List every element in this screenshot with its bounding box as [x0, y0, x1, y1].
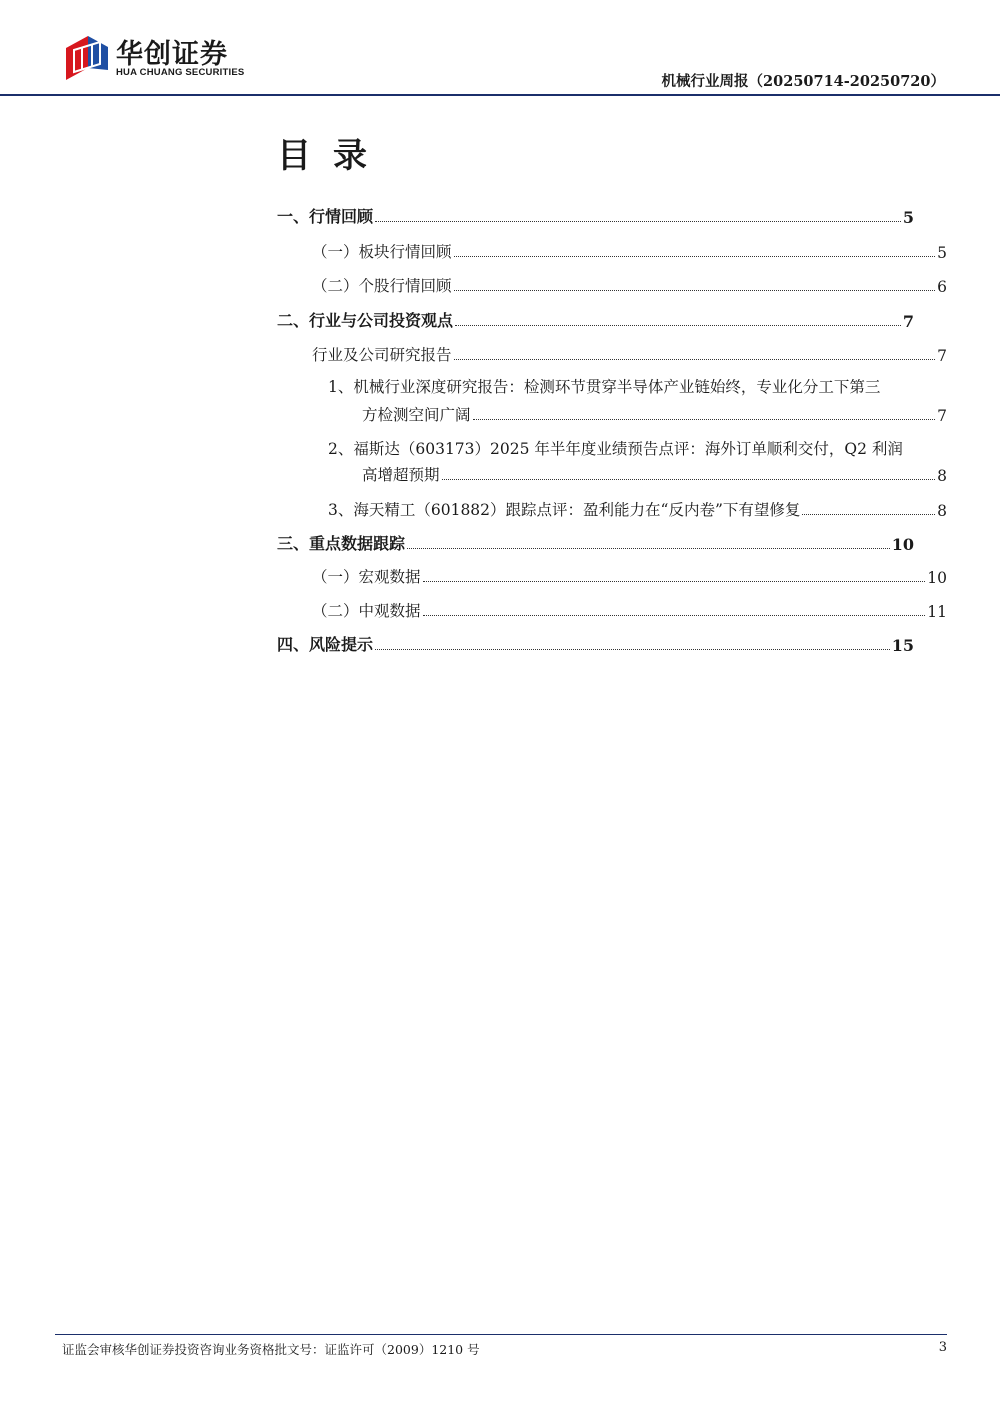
logo-mark-icon [64, 34, 110, 82]
toc-entry-page: 7 [937, 407, 947, 425]
logo-en-text: HUA CHUANG SECURITIES [116, 67, 245, 78]
toc-entry-page: 5 [937, 244, 947, 262]
toc-entry[interactable] [312, 599, 947, 621]
toc-entry-label: 一、行情回顾 [277, 207, 374, 226]
toc-entry-label: 四、风险提示 [277, 635, 374, 654]
toc-entry-page: 5 [902, 208, 914, 227]
toc-entry-label: 方检测空间广阔 [362, 406, 471, 424]
toc-leader [423, 580, 926, 582]
toc-entry-page: 11 [927, 603, 947, 621]
toc-entry[interactable] [362, 463, 947, 485]
toc-entry-label: 3、海天精工（601882）跟踪点评：盈利能力在“反内卷”下有望修复 [328, 501, 801, 519]
toc-entry-label: （一）宏观数据 [312, 568, 421, 586]
toc-entry-label: （二）中观数据 [312, 602, 421, 620]
toc-entry-label-line1[interactable]: 2、福斯达（603173）2025 年半年度业绩预告点评：海外订单顺利交付，Q2 利润 [328, 440, 903, 458]
toc-entry-page: 10 [891, 535, 914, 554]
toc-entry-label-line1[interactable]: 1、机械行业深度研究报告：检测环节贯穿半导体产业链始终，专业化分工下第三 [328, 378, 881, 396]
toc-entry-page: 7 [902, 312, 914, 331]
toc-leader [454, 255, 936, 257]
report-title: 机械行业周报（20250714-20250720） [661, 73, 945, 90]
toc-entry[interactable] [277, 532, 914, 554]
toc-entry-label: 二、行业与公司投资观点 [277, 311, 454, 330]
toc-leader [454, 358, 936, 360]
toc-entry-page: 7 [937, 347, 947, 365]
toc-entry[interactable] [312, 274, 947, 296]
toc-entry-label: （二）个股行情回顾 [312, 277, 452, 295]
logo-cn-text: 华创证券 [116, 39, 228, 70]
toc-leader [423, 614, 926, 616]
toc-heading: 目录 [277, 136, 389, 176]
toc-entry[interactable] [328, 498, 947, 520]
toc-entry-label: 行业及公司研究报告 [312, 346, 452, 364]
footer-divider [55, 1334, 947, 1335]
toc-entry-label: （一）板块行情回顾 [312, 243, 452, 261]
toc-entry-label: 三、重点数据跟踪 [277, 534, 406, 553]
toc-leader [442, 478, 936, 480]
toc-leader [473, 418, 936, 420]
toc-leader [802, 513, 935, 515]
toc-entry[interactable] [277, 633, 914, 655]
header-divider [0, 94, 1000, 96]
toc-entry-page: 15 [891, 636, 914, 655]
footer-page-number: 3 [938, 1340, 947, 1355]
toc-entry-page: 6 [937, 278, 947, 296]
toc-entry[interactable] [277, 205, 914, 227]
toc-leader [454, 289, 936, 291]
toc-leader [407, 547, 890, 549]
footer-license: 证监会审核华创证券投资咨询业务资格批文号：证监许可（2009）1210 号 [62, 1342, 480, 1357]
toc-entry-label: 高增超预期 [362, 466, 440, 484]
toc-leader [375, 220, 901, 222]
toc-entry[interactable] [277, 309, 914, 331]
page-header [0, 0, 1000, 100]
toc-entry-page: 10 [927, 569, 947, 587]
toc-entry-page: 8 [937, 502, 947, 520]
toc-entry[interactable] [312, 240, 947, 262]
toc-entry[interactable] [312, 565, 947, 587]
toc-entry[interactable] [362, 403, 947, 425]
toc-entry-page: 8 [937, 467, 947, 485]
company-logo [64, 34, 254, 84]
toc-leader [375, 648, 890, 650]
toc-entry[interactable] [312, 343, 947, 365]
toc-leader [455, 324, 901, 326]
